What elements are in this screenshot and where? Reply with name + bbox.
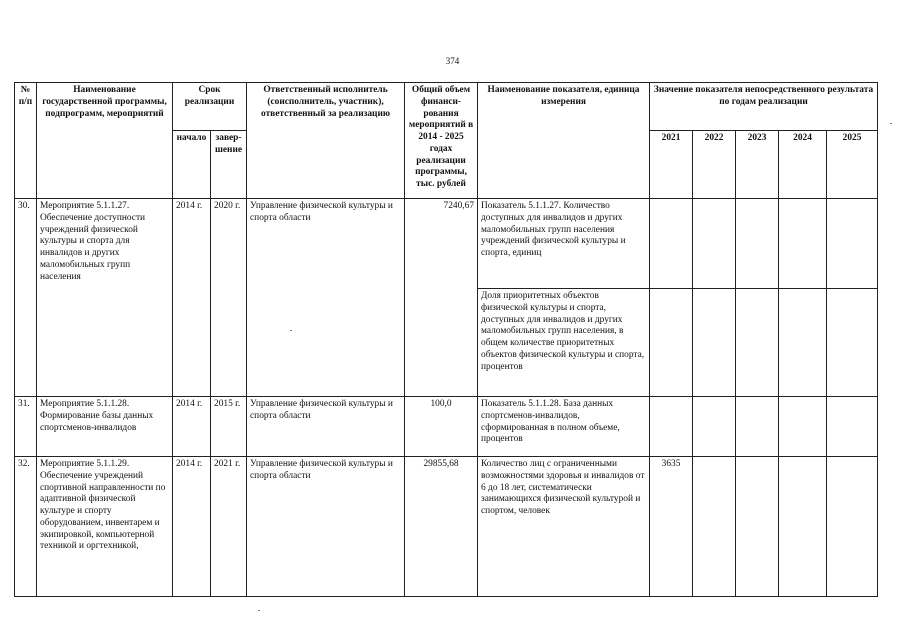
- row-value-2025: [827, 289, 878, 397]
- header-values: Значение показателя непосредственного результата по годам реализации: [650, 83, 878, 131]
- row-value-2023: [736, 397, 779, 457]
- table-row: [15, 199, 878, 289]
- row-volume: 29855,68: [405, 457, 478, 597]
- scan-speck: [890, 123, 892, 124]
- header-name: Наименование государственной программы, подпрограмм, мероприятий: [37, 83, 173, 199]
- row-value-2021: [650, 199, 693, 289]
- header-year-2024: 2024: [779, 131, 827, 199]
- header-year-2023: 2023: [736, 131, 779, 199]
- row-value-2021: 3635: [650, 457, 693, 597]
- row-value-2022: [693, 457, 736, 597]
- row-value-2024: [779, 457, 827, 597]
- header-year-2025: 2025: [827, 131, 878, 199]
- row-start: 2014 г.: [173, 199, 211, 397]
- page-number: 374: [445, 56, 460, 66]
- row-indicator: Доля приоритетных объектов физической культуры и спорта, доступных для инвалидов и других маломобильных групп населения, в общем количестве приоритетных объектов физической культуры и спорта, процентов: [478, 289, 650, 397]
- header-indicator: Наименование показателя, единица измерения: [478, 83, 650, 199]
- header-period: Срок реализации: [173, 83, 247, 131]
- row-value-2025: [827, 199, 878, 289]
- row-name: Мероприятие 5.1.1.27. Обеспечение доступности учреждений физической культуры и спорта для инвалидов и других маломобильных групп населения: [37, 199, 173, 397]
- row-value-2024: [779, 397, 827, 457]
- row-indicator: Показатель 5.1.1.27. Количество доступных для инвалидов и других маломобильных групп населения учреждений физической культуры и спорта, единиц: [478, 199, 650, 289]
- row-end: 2020 г.: [211, 199, 247, 397]
- row-responsible: Управление физической культуры и спорта области: [247, 457, 405, 597]
- table-body: [15, 199, 878, 597]
- program-table: [14, 82, 878, 597]
- row-value-2025: [827, 457, 878, 597]
- row-value-2024: [779, 199, 827, 289]
- header-year-2022: 2022: [693, 131, 736, 199]
- row-volume: 7240,67: [405, 199, 478, 397]
- row-indicator: Количество лиц с ограниченными возможностями здоровья и инвалидов от 6 до 18 лет, систематически занимающихся физической культурой и спортом, человек: [478, 457, 650, 597]
- row-responsible: Управление физической культуры и спорта области: [247, 199, 405, 397]
- header-num: № п/п: [15, 83, 37, 199]
- row-name: Мероприятие 5.1.1.29. Обеспечение учреждений спортивной направленности по адаптивной физической культуре и спорту оборудованием, инвентарем и экипировкой, компьютерной техникой и оргтехникой,: [37, 457, 173, 597]
- row-value-2022: [693, 199, 736, 289]
- table-row: [15, 397, 878, 457]
- header-year-2021: 2021: [650, 131, 693, 199]
- scan-speck: [290, 330, 292, 331]
- header-responsible: Ответственный исполнитель (соисполнитель, участник), ответственный за реализацию: [247, 83, 405, 199]
- row-indicator: Показатель 5.1.1.28. База данных спортсменов-инвалидов, сформированная в полном объеме, процентов: [478, 397, 650, 457]
- row-end: 2021 г.: [211, 457, 247, 597]
- row-start: 2014 г.: [173, 397, 211, 457]
- row-value-2022: [693, 397, 736, 457]
- table-row: [15, 457, 878, 597]
- row-end: 2015 г.: [211, 397, 247, 457]
- row-name: Мероприятие 5.1.1.28. Формирование базы данных спортсменов-инвалидов: [37, 397, 173, 457]
- row-value-2022: [693, 289, 736, 397]
- row-value-2023: [736, 457, 779, 597]
- scan-speck: [258, 610, 260, 611]
- row-num: 30.: [15, 199, 37, 397]
- row-value-2025: [827, 397, 878, 457]
- row-value-2023: [736, 199, 779, 289]
- row-volume: 100,0: [405, 397, 478, 457]
- row-num: 31.: [15, 397, 37, 457]
- row-responsible: Управление физической культуры и спорта области: [247, 397, 405, 457]
- table-header: [15, 83, 878, 199]
- header-volume: Общий объем финанси-рования мероприятий в 2014 - 2025 годах реализации программы, тыс. рублей: [405, 83, 478, 199]
- row-value-2024: [779, 289, 827, 397]
- header-period-start: начало: [173, 131, 211, 199]
- row-start: 2014 г.: [173, 457, 211, 597]
- row-value-2021: [650, 289, 693, 397]
- row-value-2021: [650, 397, 693, 457]
- row-num: 32.: [15, 457, 37, 597]
- header-period-end: завер-шение: [211, 131, 247, 199]
- row-value-2023: [736, 289, 779, 397]
